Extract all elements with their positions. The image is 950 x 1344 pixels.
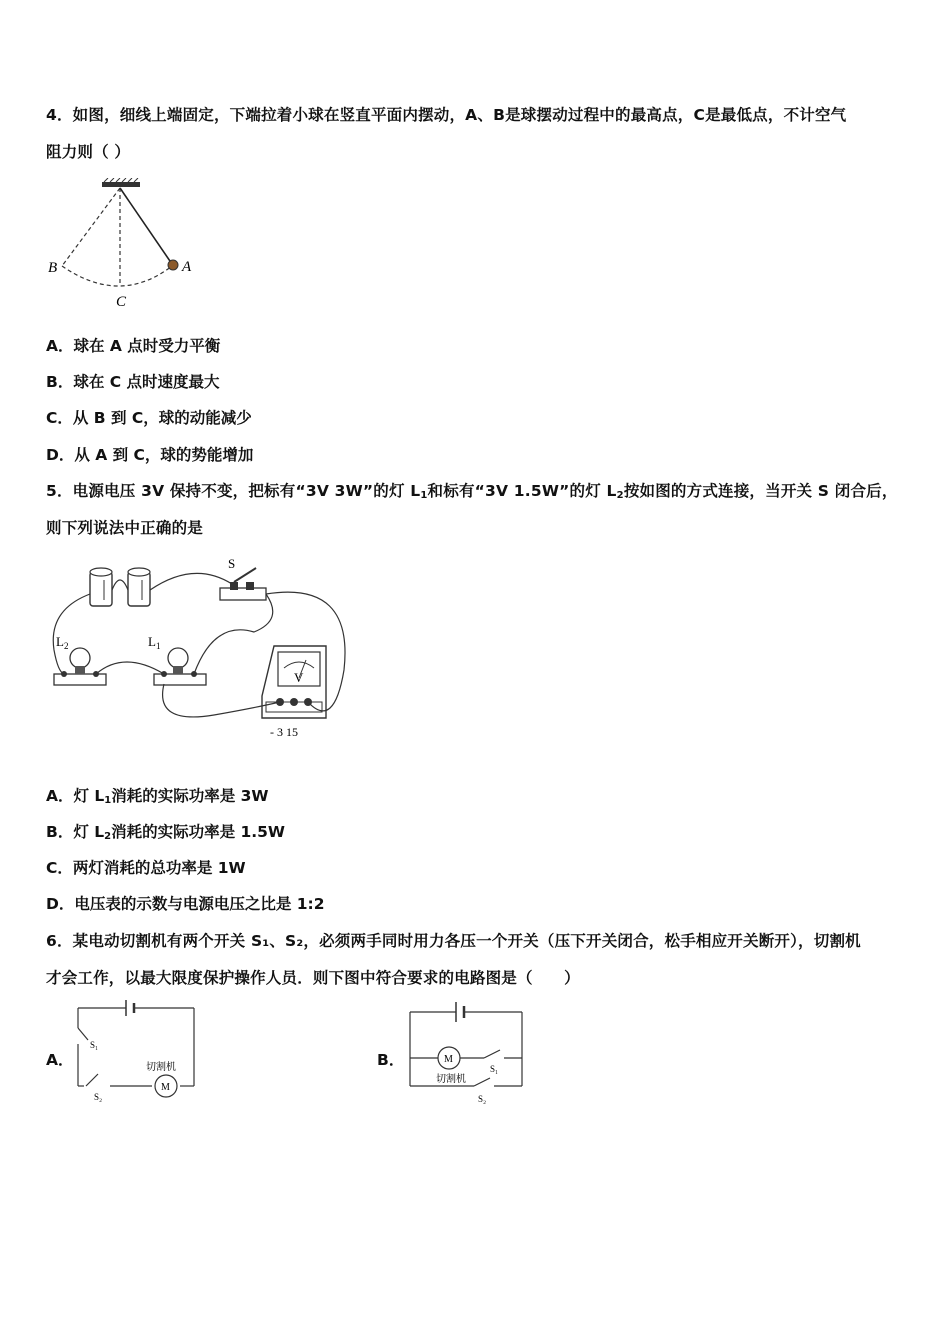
q5-sub1: 1 bbox=[420, 490, 428, 501]
label-v: V bbox=[294, 670, 304, 685]
q4-option-c: C．从 B 到 C，球的动能减少 bbox=[46, 409, 252, 427]
q5-text-part3: 按如图的方式连接，当开关 S 闭合后， bbox=[623, 482, 898, 500]
battery-2 bbox=[128, 568, 150, 606]
circuit-figure-q5 bbox=[44, 550, 364, 750]
q5-option-d: D．电压表的示数与电源电压之比是 1:2 bbox=[46, 895, 325, 913]
swing-arc bbox=[62, 266, 172, 286]
q5-option-b-post: 消耗的实际功率是 1.5W bbox=[111, 823, 286, 841]
label-a: A bbox=[182, 259, 192, 275]
battery-1 bbox=[90, 568, 112, 606]
s1-label: S₁ bbox=[490, 1064, 499, 1074]
q5-option-a-post: 消耗的实际功率是 3W bbox=[111, 787, 269, 805]
q4-option-d: D．从 A 到 C，球的势能增加 bbox=[46, 446, 254, 464]
pendulum-string bbox=[120, 188, 172, 264]
q6-option-a-label: A． bbox=[46, 1051, 74, 1069]
motor-label: M bbox=[444, 1054, 453, 1065]
q6-text-line1: 6．某电动切割机有两个开关 S₁、S₂，必须两手同时用力各压一个开关（压下开关闭合，松手相应开关断开），切割机 bbox=[46, 932, 861, 950]
pendulum-support bbox=[102, 182, 140, 187]
q5-option-a bbox=[46, 784, 269, 806]
q5-option-b-pre: B．灯 L bbox=[46, 823, 105, 841]
s2-label: S₂ bbox=[478, 1094, 487, 1104]
lamp-l1 bbox=[154, 648, 206, 685]
q4-text-line1: 4．如图，细线上端固定，下端拉着小球在竖直平面内摆动，A、B是球摆动过程中的最高点，C是最低点，不计空气 bbox=[46, 106, 847, 124]
label-l1: $L_1$ bbox=[148, 634, 161, 651]
pendulum-figure bbox=[44, 178, 204, 313]
q6-text-line2: 才会工作，以最大限度保护操作人员．则下图中符合要求的电路图是（ ） bbox=[46, 969, 580, 987]
cutter-label: 切割机 bbox=[146, 1062, 176, 1073]
cutter-label: 切割机 bbox=[436, 1074, 466, 1085]
s1-label: S₁ bbox=[90, 1040, 99, 1050]
q5-option-a-pre: A．灯 L bbox=[46, 787, 105, 805]
switch-s bbox=[220, 568, 266, 600]
dashed-string-to-b bbox=[62, 188, 120, 266]
circuit-b bbox=[404, 998, 534, 1106]
motor-label: M bbox=[161, 1082, 170, 1093]
q6-option-b-label: B． bbox=[377, 1051, 405, 1069]
q4-option-b: B．球在 C 点时速度最大 bbox=[46, 373, 220, 391]
terminal-labels: - 3 15 bbox=[270, 725, 298, 739]
q5-text-part1: 5．电源电压 3V 保持不变，把标有“3V 3W”的灯 L bbox=[46, 482, 421, 500]
s2-label: S₂ bbox=[94, 1092, 103, 1102]
q4-option-a: A．球在 A 点时受力平衡 bbox=[46, 337, 221, 355]
support-hatching bbox=[104, 178, 138, 182]
ball-a bbox=[168, 260, 178, 270]
q5-option-b-sub: 2 bbox=[104, 831, 112, 842]
circuit-a bbox=[70, 998, 200, 1106]
q5-text-part2: 和标有“3V 1.5W”的灯 L bbox=[427, 482, 617, 500]
q5-option-a-sub: 1 bbox=[104, 795, 112, 806]
lamp-l2 bbox=[54, 648, 106, 685]
q5-option-b bbox=[46, 820, 285, 842]
q4-text-line2: 阻力则（ ） bbox=[46, 143, 131, 161]
label-l2: $L_2$ bbox=[56, 634, 69, 651]
label-b: B bbox=[48, 260, 58, 276]
q5-text-line2: 则下列说法中正确的是 bbox=[46, 519, 204, 537]
label-c: C bbox=[116, 294, 127, 310]
q5-text-line1 bbox=[46, 479, 898, 501]
q5-sub2: 2 bbox=[616, 490, 624, 501]
label-s: S bbox=[228, 556, 236, 571]
q5-option-c: C．两灯消耗的总功率是 1W bbox=[46, 859, 246, 877]
